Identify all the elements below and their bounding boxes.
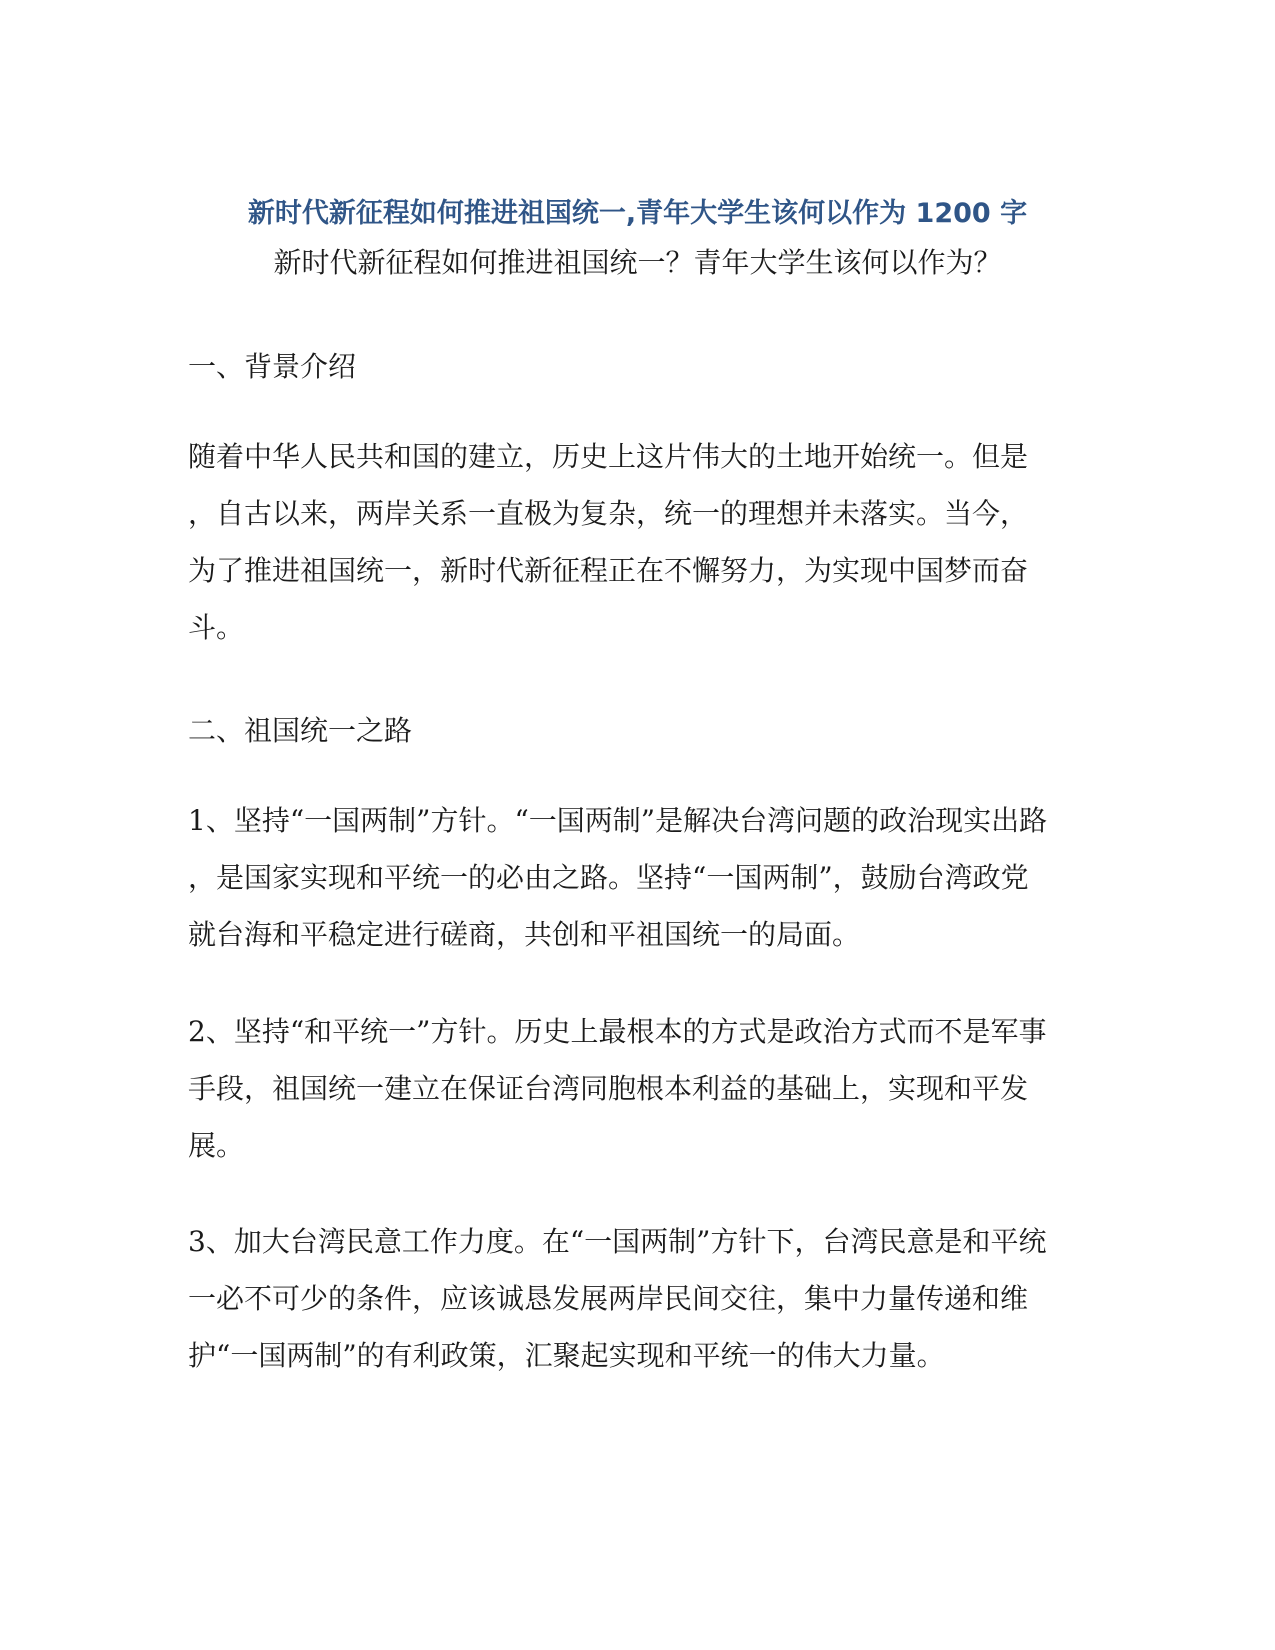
list-item-1 [188, 792, 1088, 963]
paragraph-line: 一必不可少的条件，应该诚恳发展两岸民间交往，集中力量传递和维 [188, 1282, 1029, 1315]
paragraph-line: 1、坚持“一国两制”方针。“一国两制”是解决台湾问题的政治现实出路 [188, 804, 1048, 837]
section-heading-background: 一、背景介绍 [188, 350, 357, 383]
list-item-2 [188, 1003, 1088, 1174]
paragraph-line: 为了推进祖国统一，新时代新征程正在不懈努力，为实现中国梦而奋 [188, 554, 1029, 587]
document-title: 新时代新征程如何推进祖国统一,青年大学生该何以作为 1200 字 [247, 198, 1028, 229]
paragraph-line: 2、坚持“和平统一”方针。历史上最根本的方式是政治方式而不是军事 [188, 1015, 1047, 1048]
paragraph-background [188, 428, 1088, 656]
paragraph-line: 就台海和平稳定进行磋商，共创和平祖国统一的局面。 [188, 918, 861, 951]
paragraph-line: 护“一国两制”的有利政策，汇聚起实现和平统一的伟大力量。 [188, 1339, 945, 1372]
paragraph-line: ，是国家实现和平统一的必由之路。坚持“一国两制”，鼓励台湾政党 [188, 861, 1029, 894]
document-subtitle: 新时代新征程如何推进祖国统一？青年大学生该何以作为？ [273, 246, 1002, 279]
paragraph-line: 3、加大台湾民意工作力度。在“一国两制”方针下，台湾民意是和平统 [188, 1225, 1047, 1258]
paragraph-line: 随着中华人民共和国的建立，历史上这片伟大的土地开始统一。但是 [188, 440, 1029, 473]
paragraph-line: ，自古以来，两岸关系一直极为复杂，统一的理想并未落实。当今， [188, 497, 1029, 530]
section-heading-reunification-path: 二、祖国统一之路 [188, 714, 413, 747]
paragraph-line: 手段，祖国统一建立在保证台湾同胞根本利益的基础上，实现和平发 [188, 1072, 1029, 1105]
paragraph-line: 斗。 [188, 611, 245, 644]
paragraph-line: 展。 [188, 1129, 245, 1162]
list-item-3 [188, 1213, 1088, 1384]
